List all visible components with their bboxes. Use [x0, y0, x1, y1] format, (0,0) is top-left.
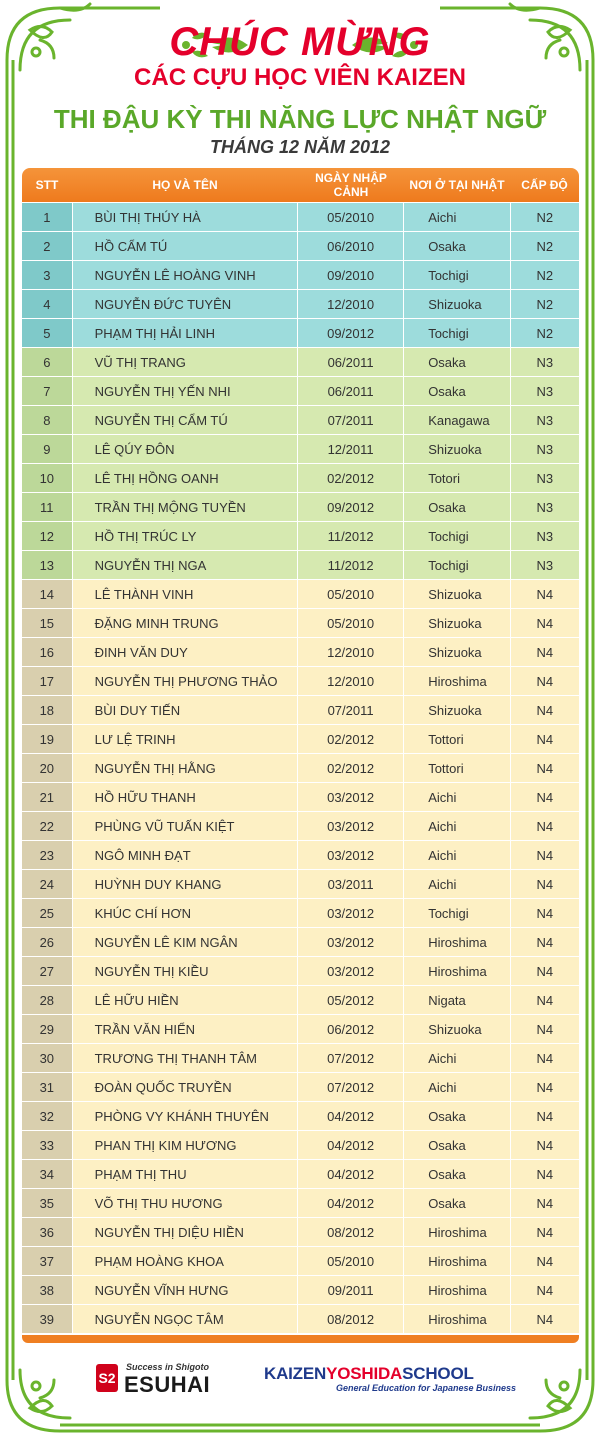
cell-entry-date: 03/2012 — [298, 957, 403, 985]
cell-residence: Hiroshima — [404, 957, 509, 985]
cell-residence: Tochigi — [404, 261, 509, 289]
cell-level: N4 — [511, 638, 579, 666]
cell-entry-date: 07/2011 — [298, 406, 403, 434]
table-row — [22, 609, 579, 637]
cell-entry-date: 08/2012 — [298, 1305, 403, 1333]
cell-residence: Shizuoka — [404, 609, 509, 637]
table-row — [22, 1073, 579, 1101]
table-row — [22, 1015, 579, 1043]
table-row — [22, 667, 579, 695]
cell-stt: 15 — [22, 609, 72, 637]
cell-entry-date: 02/2012 — [298, 464, 403, 492]
cell-stt: 30 — [22, 1044, 72, 1072]
cell-name: LÊ THỊ HỒNG OANH — [73, 464, 297, 492]
cell-level: N4 — [511, 1276, 579, 1304]
cell-stt: 35 — [22, 1189, 72, 1217]
cell-stt: 27 — [22, 957, 72, 985]
cell-residence: Tottori — [404, 754, 509, 782]
cell-residence: Osaka — [404, 1189, 509, 1217]
cell-entry-date: 04/2012 — [298, 1160, 403, 1188]
cell-residence: Tochigi — [404, 551, 509, 579]
cell-stt: 22 — [22, 812, 72, 840]
column-header-stt: STT — [35, 178, 59, 192]
cell-level: N2 — [511, 290, 579, 318]
cell-name: NGUYỄN NGỌC TÂM — [73, 1305, 297, 1333]
cell-entry-date: 03/2012 — [298, 812, 403, 840]
cell-entry-date: 07/2012 — [298, 1044, 403, 1072]
cell-stt: 26 — [22, 928, 72, 956]
cell-entry-date: 05/2010 — [298, 1247, 403, 1275]
cell-residence: Osaka — [404, 232, 509, 260]
cell-stt: 39 — [22, 1305, 72, 1333]
cell-name: NGUYỄN THỊ NGA — [73, 551, 297, 579]
cell-entry-date: 04/2012 — [298, 1189, 403, 1217]
kaizen-tagline: General Education for Japanese Business — [336, 1383, 517, 1393]
cell-entry-date: 04/2012 — [298, 1102, 403, 1130]
cell-entry-date: 07/2012 — [298, 1073, 403, 1101]
cell-residence: Shizuoka — [404, 696, 509, 724]
cell-name: NGUYỄN ĐỨC TUYÊN — [73, 290, 297, 318]
cell-level: N4 — [511, 841, 579, 869]
cell-stt: 7 — [22, 377, 72, 405]
cell-residence: Shizuoka — [404, 435, 509, 463]
cell-residence: Aichi — [404, 1073, 509, 1101]
cell-name: NGUYỄN THỊ KIỀU — [73, 957, 297, 985]
table-row — [22, 261, 579, 289]
table-body — [22, 203, 579, 1333]
table-row — [22, 1160, 579, 1188]
cell-level: N3 — [511, 493, 579, 521]
cell-residence: Kanagawa — [404, 406, 509, 434]
cell-level: N4 — [511, 870, 579, 898]
cell-stt: 17 — [22, 667, 72, 695]
cell-entry-date: 05/2010 — [298, 203, 403, 231]
cell-name: ĐẶNG MINH TRUNG — [73, 609, 297, 637]
cell-residence: Shizuoka — [404, 1015, 509, 1043]
cell-stt: 20 — [22, 754, 72, 782]
cell-level: N2 — [511, 232, 579, 260]
cell-residence: Aichi — [404, 783, 509, 811]
cell-name: ĐINH VĂN DUY — [73, 638, 297, 666]
cell-residence: Nigata — [404, 986, 509, 1014]
table-row — [22, 754, 579, 782]
cell-level: N4 — [511, 696, 579, 724]
cell-entry-date: 05/2010 — [298, 609, 403, 637]
cell-residence: Aichi — [404, 203, 509, 231]
page-title: CHÚC MỪNG — [169, 20, 431, 64]
cell-stt: 6 — [22, 348, 72, 376]
cell-residence: Tottori — [404, 725, 509, 753]
cell-level: N4 — [511, 928, 579, 956]
column-header-level: CẤP ĐỘ — [521, 178, 568, 192]
cell-entry-date: 05/2010 — [298, 580, 403, 608]
cell-level: N4 — [511, 1044, 579, 1072]
cell-level: N3 — [511, 551, 579, 579]
table-row — [22, 1102, 579, 1130]
cell-name: VÕ THỊ THU HƯƠNG — [73, 1189, 297, 1217]
table-row — [22, 551, 579, 579]
cell-entry-date: 06/2011 — [298, 348, 403, 376]
cell-stt: 31 — [22, 1073, 72, 1101]
cell-entry-date: 09/2010 — [298, 261, 403, 289]
table-row — [22, 464, 579, 492]
cell-residence: Osaka — [404, 1102, 509, 1130]
corner-flourish-icon — [530, 1370, 593, 1431]
table-row — [22, 812, 579, 840]
column-header-entry-date: NGÀY NHẬP CẢNH — [315, 171, 387, 199]
cell-stt: 8 — [22, 406, 72, 434]
cell-level: N4 — [511, 1218, 579, 1246]
table-row — [22, 1276, 579, 1304]
cell-name: NGUYỄN THỊ HẰNG — [73, 754, 297, 782]
cell-name: NGUYỄN LÊ KIM NGÂN — [73, 928, 297, 956]
cell-level: N4 — [511, 899, 579, 927]
cell-name: NGÔ MINH ĐẠT — [73, 841, 297, 869]
table-row — [22, 348, 579, 376]
cell-level: N3 — [511, 522, 579, 550]
column-header-name: HỌ VÀ TÊN — [152, 178, 218, 192]
cell-level: N3 — [511, 435, 579, 463]
table-header — [22, 168, 579, 202]
cell-residence: Osaka — [404, 493, 509, 521]
cell-name: TRẦN VĂN HIỂN — [73, 1015, 297, 1043]
cell-entry-date: 03/2012 — [298, 928, 403, 956]
cell-stt: 4 — [22, 290, 72, 318]
cell-level: N4 — [511, 1131, 579, 1159]
cell-name: PHÒNG VY KHÁNH THUYÊN — [73, 1102, 297, 1130]
table-row — [22, 899, 579, 927]
cell-residence: Totori — [404, 464, 509, 492]
table-row — [22, 870, 579, 898]
exam-headline: THI ĐẬU KỲ THI NĂNG LỰC NHẬT NGỮ — [53, 104, 547, 134]
cell-level: N4 — [511, 580, 579, 608]
table-footer-bar — [22, 1335, 579, 1343]
table-row — [22, 957, 579, 985]
cell-stt: 24 — [22, 870, 72, 898]
cell-residence: Aichi — [404, 870, 509, 898]
table-row — [22, 841, 579, 869]
results-table — [22, 168, 579, 1343]
table-row — [22, 1247, 579, 1275]
cell-entry-date: 06/2012 — [298, 1015, 403, 1043]
cell-level: N4 — [511, 1247, 579, 1275]
cell-stt: 36 — [22, 1218, 72, 1246]
cell-level: N4 — [511, 1160, 579, 1188]
kaizen-yoshida-name — [264, 1364, 524, 1384]
cell-entry-date: 03/2012 — [298, 783, 403, 811]
cell-stt: 18 — [22, 696, 72, 724]
cell-name: PHẠM THỊ HẢI LINH — [73, 319, 297, 347]
cell-stt: 38 — [22, 1276, 72, 1304]
cell-stt: 11 — [22, 493, 72, 521]
table-row — [22, 725, 579, 753]
cell-residence: Osaka — [404, 377, 509, 405]
table-row — [22, 493, 579, 521]
cell-residence: Hiroshima — [404, 1305, 509, 1333]
cell-name: LÊ HỮU HIỀN — [73, 986, 297, 1014]
cell-residence: Tochigi — [404, 522, 509, 550]
cell-name: NGUYỄN VĨNH HƯNG — [73, 1276, 297, 1304]
page-subtitle: CÁC CỰU HỌC VIÊN KAIZEN — [134, 64, 466, 91]
cell-residence: Shizuoka — [404, 580, 509, 608]
cell-level: N4 — [511, 812, 579, 840]
cell-stt: 21 — [22, 783, 72, 811]
cell-name: PHAN THỊ KIM HƯƠNG — [73, 1131, 297, 1159]
cell-entry-date: 06/2011 — [298, 377, 403, 405]
table-row — [22, 319, 579, 347]
kaizen-text: KAIZEN — [264, 1364, 327, 1383]
cell-residence: Shizuoka — [404, 290, 509, 318]
cell-name: LÊ QÚY ĐÔN — [73, 435, 297, 463]
cell-residence: Osaka — [404, 1131, 509, 1159]
corner-flourish-icon — [7, 1370, 70, 1431]
table-row — [22, 580, 579, 608]
cell-entry-date: 03/2012 — [298, 899, 403, 927]
cell-entry-date: 07/2011 — [298, 696, 403, 724]
cell-stt: 32 — [22, 1102, 72, 1130]
cell-residence: Osaka — [404, 1160, 509, 1188]
cell-residence: Hiroshima — [404, 1218, 509, 1246]
table-row — [22, 638, 579, 666]
cell-level: N4 — [511, 667, 579, 695]
cell-residence: Tochigi — [404, 899, 509, 927]
cell-name: TRƯƠNG THỊ THANH TÂM — [73, 1044, 297, 1072]
cell-level: N4 — [511, 1189, 579, 1217]
cell-stt: 37 — [22, 1247, 72, 1275]
cell-entry-date: 03/2012 — [298, 841, 403, 869]
cell-entry-date: 03/2011 — [298, 870, 403, 898]
esuhai-logo — [96, 1362, 246, 1398]
cell-residence: Tochigi — [404, 319, 509, 347]
cell-residence: Aichi — [404, 812, 509, 840]
table-row — [22, 1131, 579, 1159]
cell-stt: 34 — [22, 1160, 72, 1188]
cell-residence: Hiroshima — [404, 928, 509, 956]
cell-residence: Shizuoka — [404, 638, 509, 666]
cell-stt: 29 — [22, 1015, 72, 1043]
cell-name: PHÙNG VŨ TUẤN KIỆT — [73, 812, 297, 840]
cell-entry-date: 05/2012 — [298, 986, 403, 1014]
cell-residence: Hiroshima — [404, 667, 509, 695]
cell-level: N2 — [511, 203, 579, 231]
cell-entry-date: 11/2012 — [298, 551, 403, 579]
table-row — [22, 522, 579, 550]
cell-level: N4 — [511, 1015, 579, 1043]
cell-residence: Hiroshima — [404, 1247, 509, 1275]
cell-stt: 25 — [22, 899, 72, 927]
cell-stt: 23 — [22, 841, 72, 869]
table-row — [22, 290, 579, 318]
cell-stt: 3 — [22, 261, 72, 289]
cell-name: TRẦN THỊ MỘNG TUYỀN — [73, 493, 297, 521]
cell-level: N4 — [511, 1305, 579, 1333]
cell-name: HỒ THỊ TRÚC LY — [73, 522, 297, 550]
cell-residence: Osaka — [404, 348, 509, 376]
school-text: SCHOOL — [402, 1364, 474, 1383]
yoshida-text: YOSHIDA — [326, 1364, 403, 1383]
cell-entry-date: 02/2012 — [298, 725, 403, 753]
esuhai-name: ESUHAI — [124, 1372, 211, 1397]
cell-entry-date: 12/2010 — [298, 638, 403, 666]
cell-stt: 28 — [22, 986, 72, 1014]
table-row — [22, 232, 579, 260]
cell-name: LÊ THÀNH VINH — [73, 580, 297, 608]
cell-entry-date: 09/2012 — [298, 493, 403, 521]
table-row — [22, 377, 579, 405]
cell-residence: Hiroshima — [404, 1276, 509, 1304]
esuhai-tagline: Success in Shigoto — [126, 1362, 210, 1372]
cell-level: N4 — [511, 609, 579, 637]
cell-name: VŨ THỊ TRANG — [73, 348, 297, 376]
cell-level: N4 — [511, 783, 579, 811]
cell-stt: 1 — [22, 203, 72, 231]
cell-stt: 5 — [22, 319, 72, 347]
cell-entry-date: 12/2011 — [298, 435, 403, 463]
cell-name: HỒ HỮU THANH — [73, 783, 297, 811]
cell-level: N3 — [511, 348, 579, 376]
cell-name: LƯ LỆ TRINH — [73, 725, 297, 753]
cell-name: NGUYỄN THỊ YẾN NHI — [73, 377, 297, 405]
cell-level: N4 — [511, 754, 579, 782]
column-header-residence: NƠI Ở TẠI NHẬT — [409, 178, 505, 192]
cell-entry-date: 08/2012 — [298, 1218, 403, 1246]
esuhai-logo-icon: S2 — [96, 1364, 118, 1392]
cell-residence: Aichi — [404, 1044, 509, 1072]
kaizen-yoshida-logo — [264, 1364, 524, 1398]
table-row — [22, 435, 579, 463]
cell-name: PHẠM THỊ THU — [73, 1160, 297, 1188]
cell-residence: Aichi — [404, 841, 509, 869]
cell-name: BÙI THỊ THÚY HÀ — [73, 203, 297, 231]
cell-stt: 16 — [22, 638, 72, 666]
cell-stt: 2 — [22, 232, 72, 260]
cell-level: N4 — [511, 1073, 579, 1101]
exam-date: THÁNG 12 NĂM 2012 — [209, 137, 391, 157]
cell-level: N3 — [511, 377, 579, 405]
cell-name: KHÚC CHÍ HƠN — [73, 899, 297, 927]
table-row — [22, 928, 579, 956]
cell-entry-date: 09/2011 — [298, 1276, 403, 1304]
table-row — [22, 203, 579, 231]
table-row — [22, 1044, 579, 1072]
cell-stt: 14 — [22, 580, 72, 608]
cell-level: N3 — [511, 464, 579, 492]
cell-name: NGUYỄN THỊ DIỆU HIỀN — [73, 1218, 297, 1246]
table-row — [22, 1189, 579, 1217]
cell-stt: 33 — [22, 1131, 72, 1159]
cell-stt: 12 — [22, 522, 72, 550]
table-row — [22, 986, 579, 1014]
cell-level: N3 — [511, 406, 579, 434]
table-row — [22, 406, 579, 434]
cell-name: NGUYỄN THỊ PHƯƠNG THẢO — [73, 667, 297, 695]
cell-entry-date: 12/2010 — [298, 667, 403, 695]
cell-level: N4 — [511, 725, 579, 753]
cell-level: N4 — [511, 1102, 579, 1130]
table-row — [22, 783, 579, 811]
cell-name: NGUYỄN LÊ HOÀNG VINH — [73, 261, 297, 289]
cell-entry-date: 06/2010 — [298, 232, 403, 260]
cell-entry-date: 12/2010 — [298, 290, 403, 318]
cell-stt: 19 — [22, 725, 72, 753]
cell-name: PHẠM HOÀNG KHOA — [73, 1247, 297, 1275]
cell-entry-date: 09/2012 — [298, 319, 403, 347]
cell-entry-date: 02/2012 — [298, 754, 403, 782]
table-row — [22, 1218, 579, 1246]
cell-level: N2 — [511, 261, 579, 289]
cell-level: N4 — [511, 957, 579, 985]
cell-name: BÙI DUY TIẾN — [73, 696, 297, 724]
cell-entry-date: 11/2012 — [298, 522, 403, 550]
cell-stt: 13 — [22, 551, 72, 579]
cell-level: N2 — [511, 319, 579, 347]
table-row — [22, 696, 579, 724]
cell-name: HỒ CẨM TÚ — [73, 232, 297, 260]
cell-stt: 10 — [22, 464, 72, 492]
cell-name: ĐOÀN QUỐC TRUYỀN — [73, 1073, 297, 1101]
cell-stt: 9 — [22, 435, 72, 463]
cell-entry-date: 04/2012 — [298, 1131, 403, 1159]
cell-name: NGUYỄN THỊ CẨM TÚ — [73, 406, 297, 434]
table-row — [22, 1305, 579, 1333]
cell-level: N4 — [511, 986, 579, 1014]
cell-name: HUỲNH DUY KHANG — [73, 870, 297, 898]
